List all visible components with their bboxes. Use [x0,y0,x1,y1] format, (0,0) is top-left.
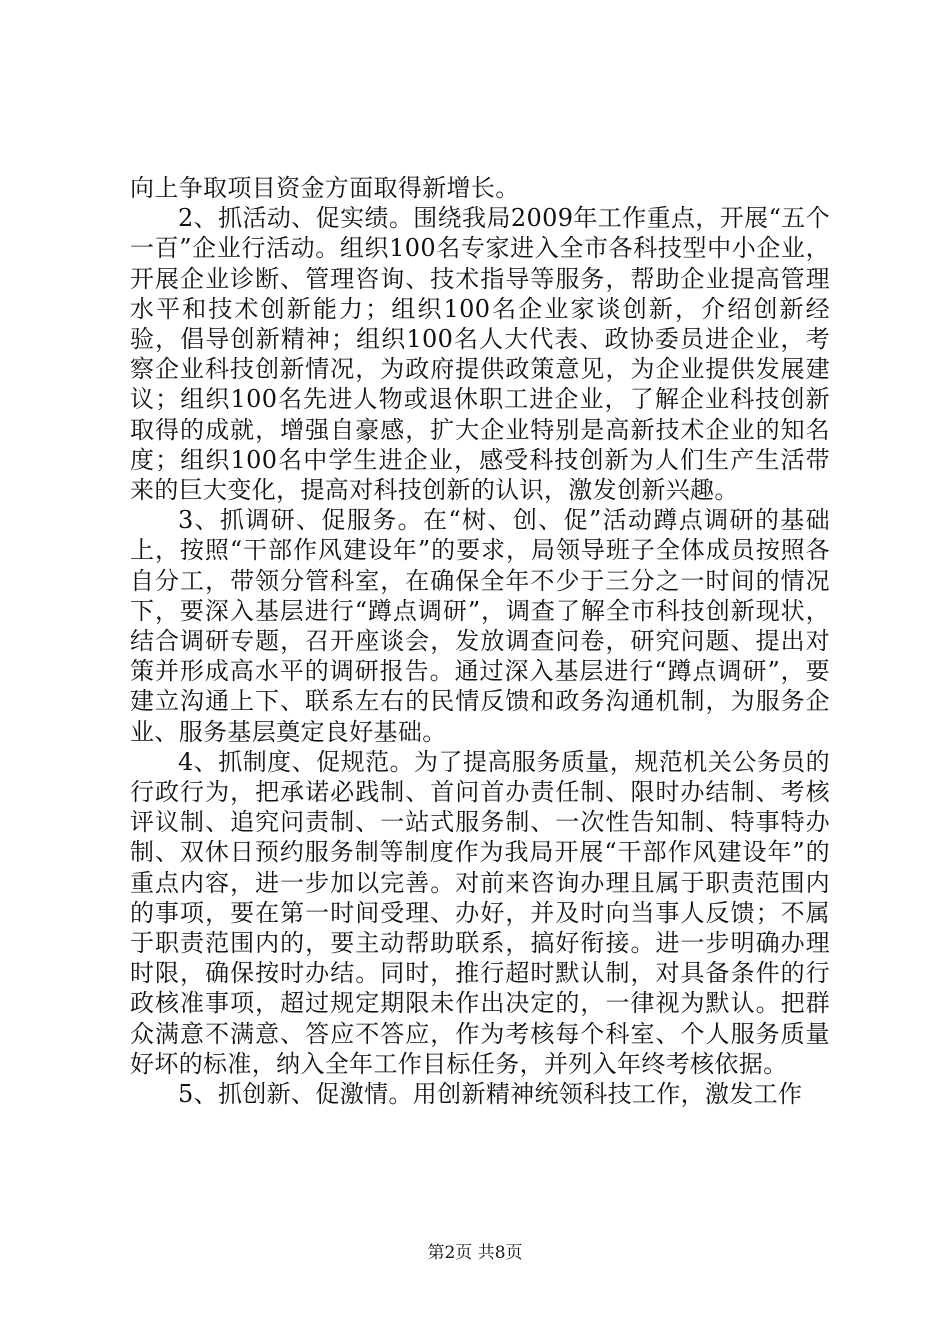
paragraph-item-3: 3、抓调研、促服务。在“树、创、促”活动蹲点调研的基础上，按照“干部作风建设年”的要求，局领导班子全体成员按照各自分工，带领分管科室，在确保全年不少于三分之一时间的情况下，要深入基层进行“蹲点调研”，调查了解全市科技创新现状，结合调研专题，召开座谈会，发放调查问卷，研究问题、提出对策并形成高水平的调研报告。通过深入基层进行“蹲点调研”，要建立沟通上下、联系左右的民情反馈和政务沟通机制，为服务企业、服务基层奠定良好基础。 [130,506,830,746]
paragraph-item-5: 5、抓创新、促激情。用创新精神统领科技工作，激发工作 [178,1080,803,1109]
paragraph-item-2: 2、抓活动、促实绩。围绕我局2009年工作重点，开展“五个一百”企业行活动。组织100名专家进入全市各科技型中小企业，开展企业诊断、管理咨询、技术指导等服务，帮助企业提高管理水平和技术创新能力；组织100名企业家谈创新，介绍创新经验，倡导创新精神；组织100名人大代表、政协委员进企业，考察企业科技创新情况，为政府提供政策意见，为企业提供发展建议；组织100名先进人物或退休职工进企业，了解企业科技创新取得的成就，增强自豪感，扩大企业特别是高新技术企业的知名度；组织100名中学生进企业，感受科技创新为人们生产生活带来的巨大变化，提高对科技创新的认识，激发创新兴趣。 [130,204,830,505]
paragraph-continuation: 向上争取项目资金方面取得新增长。 [130,174,520,202]
page-number-footer: 第2页 共8页 [427,1243,523,1263]
paragraph-item-4: 4、抓制度、促规范。为了提高服务质量，规范机关公务员的行政行为，把承诺必践制、首问首办责任制、限时办结制、考核评议制、追究问责制、一站式服务制、一次性告知制、特事特办制、双休日预约服务制等制度作为我局开展“干部作风建设年”的重点内容，进一步加以完善。对前来咨询办理且属于职责范围内的事项，要在第一时间受理、办好，并及时向当事人反馈；不属于职责范围内的，要主动帮助联系，搞好衔接。进一步明确办理时限，确保按时办结。同时，推行超时默认制，对具备条件的行政核准事项，超过规定期限未作出决定的，一律视为默认。把群众满意不满意、答应不答应，作为考核每个科室、个人服务质量好坏的标准，纳入全年工作目标任务，并列入年终考核依据。 [130,747,830,1078]
document-body [130,173,830,1109]
